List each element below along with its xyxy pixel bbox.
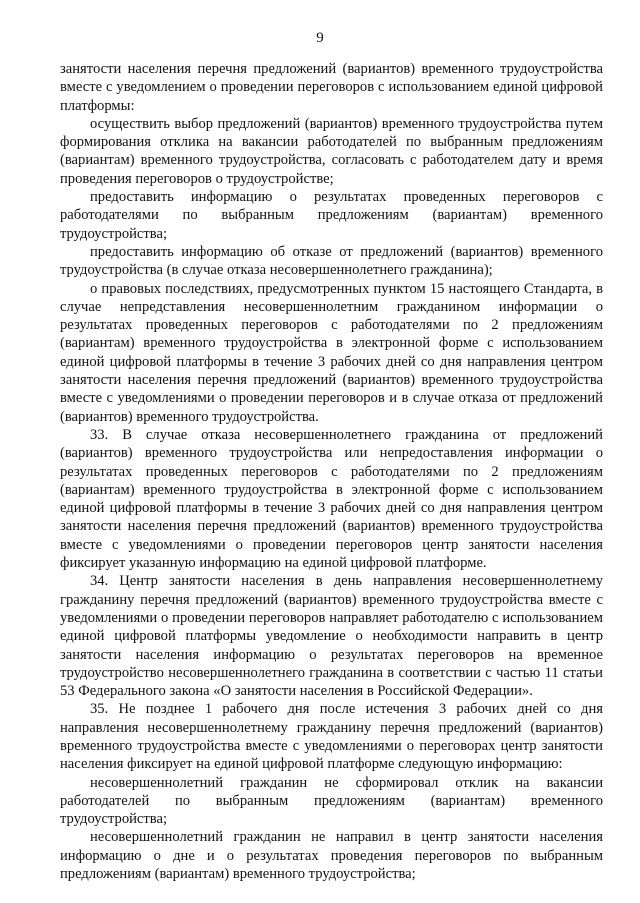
body-text [60,60,603,883]
paragraph: осуществить выбор предложений (вариантов) временного трудоустройства путем формирования отклика на вакансии работодателей по выбранным предложениям (вариантам) временного трудоустройства, согласовать с работодателем дату и время проведения переговоров о трудоустройстве; [60,115,603,187]
paragraph: 33. В случае отказа несовершеннолетнего гражданина от предложений (вариантов) временного трудоустройства или непредоставления информации о результатах проведенных переговоров с работодателями по 2 предложениям (вариантам) временного трудоустройства в электронной форме с использованием единой цифровой платформы в течение 3 рабочих дней со дня направления центром занятости населения перечня предложений (вариантов) временного трудоустройства вместе с уведомлениями о проведении переговоров центр занятости населения фиксирует указанную информацию на единой цифровой платформе. [60,426,603,572]
paragraph: занятости населения перечня предложений (вариантов) временного трудоустройства вместе с уведомлением о проведении переговоров с использованием единой цифровой платформы: [60,61,603,114]
paragraph: предоставить информацию об отказе от предложений (вариантов) временного трудоустройства (в случае отказа несовершеннолетнего гражданина); [60,243,603,279]
page-number: 9 [316,30,324,46]
paragraph: 34. Центр занятости населения в день направления несовершеннолетнему гражданину перечня предложений (вариантов) временного трудоустройства вместе с уведомлениями о проведении переговоров направляет работодателю с использованием единой цифровой платформы уведомление о необходимости направить в центр занятости населения информацию о результатах переговоров на временное трудоустройство несовершеннолетнего гражданина в соответствии с частью 11 статьи 53 Федерального закона «О занятости населения в Российской Федерации». [60,573,603,700]
paragraph: 35. Не позднее 1 рабочего дня после истечения 3 рабочих дней со дня направления несовершеннолетнему гражданину перечня предложений (вариантов) временного трудоустройства вместе с уведомлениями о переговорах центр занятости населения фиксирует на единой цифровой платформе следующую информацию: [60,701,603,773]
paragraph: предоставить информацию о результатах проведенных переговоров с работодателями по выбранным предложениям (вариантам) временного трудоустройства; [60,189,603,242]
paragraph: несовершеннолетний гражданин не сформировал отклик на вакансии работодателей по выбранным предложениям (вариантам) временного трудоустройства; [60,774,603,828]
paragraph: о правовых последствиях, предусмотренных пунктом 15 настоящего Стандарта, в случае непредставления несовершеннолетним гражданином информации о результатах проведенных переговоров с работодателями по 2 предложениям (вариантам) временного трудоустройства в электронной форме с использованием единой цифровой платформы в течение 3 рабочих дней со дня направления центром занятости населения перечня предложений (вариантов) временного трудоустройства вместе с уведомлениями о проведении переговоров и в случае отказа от предложений (вариантов) временного трудоустройства. [60,280,603,425]
paragraph: несовершеннолетний гражданин не направил в центр занятости населения информацию о дне и о результатах проведения переговоров по выбранным предложениям (вариантам) временного трудоустройства; [60,829,603,883]
